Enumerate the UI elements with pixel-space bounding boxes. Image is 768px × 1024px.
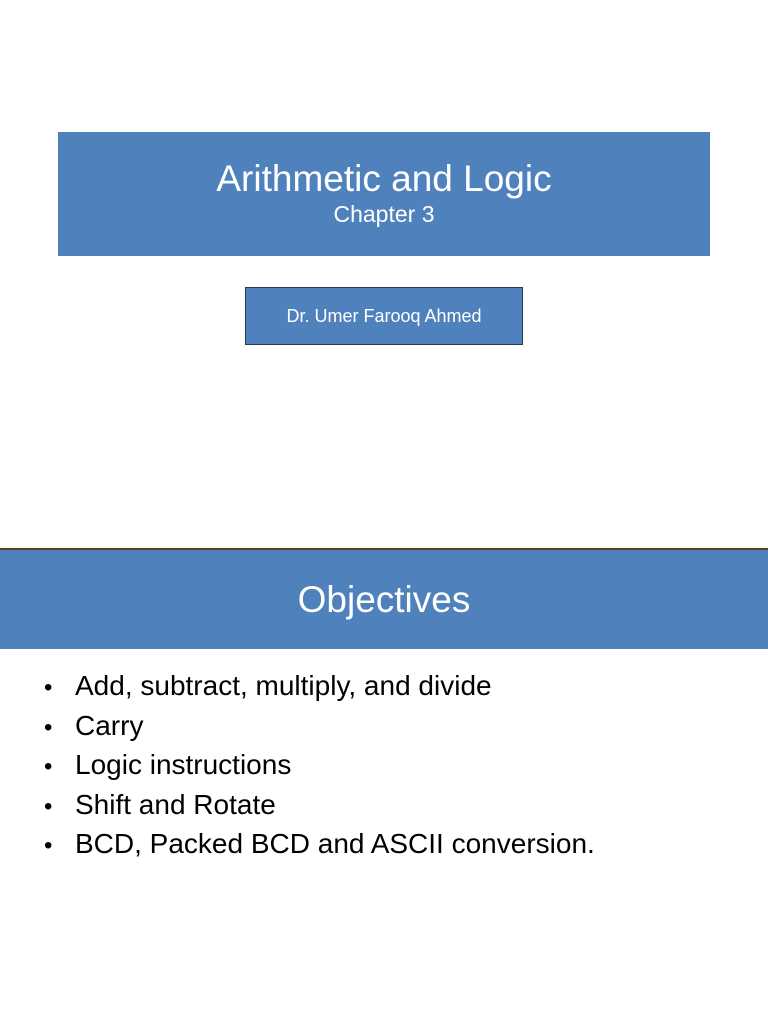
slide-title: Arithmetic and Logic: [216, 158, 552, 199]
bullet-icon: •: [44, 792, 53, 820]
objectives-list: [44, 666, 744, 864]
list-item-text: Carry: [75, 709, 144, 741]
author-box: Dr. Umer Farooq Ahmed: [245, 287, 523, 345]
list-item: [44, 706, 744, 746]
list-item: [44, 745, 744, 785]
list-item: [44, 785, 744, 825]
list-item-text: Add, subtract, multiply, and divide: [75, 670, 492, 701]
bullet-icon: •: [44, 832, 53, 859]
list-item: [44, 824, 744, 864]
title-box: [58, 132, 710, 256]
list-item-text: Shift and Rotate: [75, 788, 276, 820]
list-item: [44, 666, 744, 706]
bullet-icon: •: [44, 713, 53, 741]
list-item-text: BCD, Packed BCD and ASCII conversion.: [75, 828, 595, 859]
bullet-icon: •: [44, 753, 53, 780]
slide-subtitle: Chapter 3: [333, 201, 435, 227]
list-item-text: Logic instructions: [75, 749, 292, 780]
bullet-icon: •: [44, 674, 53, 701]
objectives-heading: Objectives: [0, 550, 768, 649]
